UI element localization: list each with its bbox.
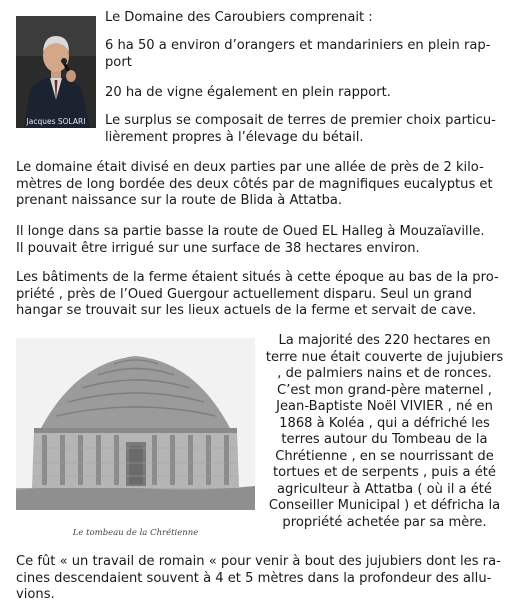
text-line: propriété achetée par sa mère. (282, 514, 487, 530)
text-line: 20 ha de vigne également en plein rapport. (105, 85, 391, 100)
text-line: , de palmiers nains et de ronces. (277, 366, 492, 381)
text-line: Les bâtiments de la ferme étaient situés à cette époque au bas de la pro- (16, 270, 499, 285)
text-line: Le surplus se composait de terres de premier choix particu- (105, 113, 496, 128)
text-line: Chrétienne , en se nourrissant de (275, 448, 494, 464)
text-line: tortues et de serpents , puis a été (273, 465, 496, 480)
text-line: port (105, 54, 132, 70)
text-line: 1868 à Koléa , qui a défriché les (279, 415, 490, 431)
text-line: C’est mon grand-père maternel , (277, 382, 492, 398)
text-line: vions. (16, 587, 55, 602)
paragraph-vigne (105, 85, 505, 102)
tomb-caption: Le tombeau de la Chrétienne (72, 528, 199, 538)
paragraph-intro (105, 10, 505, 27)
paragraph-romain (16, 554, 511, 604)
text-line: hangar se trouvait sur les lieux actuels de la ferme et servait de cave. (16, 303, 477, 318)
portrait-illustration (16, 16, 96, 128)
text-line: Le Domaine des Caroubiers comprenait : (105, 10, 373, 25)
text-line: La majorité des 220 hectares en (278, 333, 491, 348)
paragraph-longe (16, 224, 511, 257)
paragraph-surplus (105, 113, 505, 146)
text-line: Il pouvait être irrigué sur une surface de 38 hectares environ. (16, 240, 420, 256)
tomb-illustration (16, 338, 255, 510)
text-line: Il longe dans sa partie basse la route de Oued EL Halleg à Mouzaïaville. (16, 224, 485, 239)
paragraph-batiments (16, 270, 511, 320)
text-line: Le domaine était divisé en deux parties par une allée de près de 2 kilo- (16, 160, 484, 175)
portrait-caption: Jacques SOLARI (26, 117, 86, 126)
text-line: cines descendaient souvent à 4 et 5 mètres dans la profondeur des allu- (16, 570, 492, 586)
text-line: 6 ha 50 a environ d’orangers et mandariniers en plein rap- (105, 38, 491, 53)
text-line: Conseiller Municipal ) et défricha la (268, 498, 501, 513)
text-line: prenant naissance sur la route de Blida à Attatba. (16, 193, 343, 208)
portrait-photo (16, 16, 96, 128)
text-line: lièrement propres à l’élevage du bétail. (105, 129, 364, 145)
paragraph-orangers (105, 38, 505, 71)
text-line: agriculteur à Attatba ( où il a été (277, 481, 492, 497)
text-line: priété , près de l’Oued Guergour actuellement disparu. Seul un grand (16, 286, 472, 302)
text-line: Ce fût « un travail de romain « pour venir à bout des jujubiers dont les ra- (16, 554, 501, 569)
tomb-photo (16, 338, 255, 510)
paragraph-domaine (16, 160, 511, 210)
paragraph-majorite (262, 333, 507, 531)
text-line: mètres de long bordée des deux côtés par de magnifiques eucalyptus et (16, 176, 493, 192)
text-line: Jean-Baptiste Noël VIVIER , né en (276, 399, 493, 414)
text-line: terre nue était couverte de jujubiers (265, 349, 504, 365)
text-line: terres autour du Tombeau de la (281, 432, 488, 447)
